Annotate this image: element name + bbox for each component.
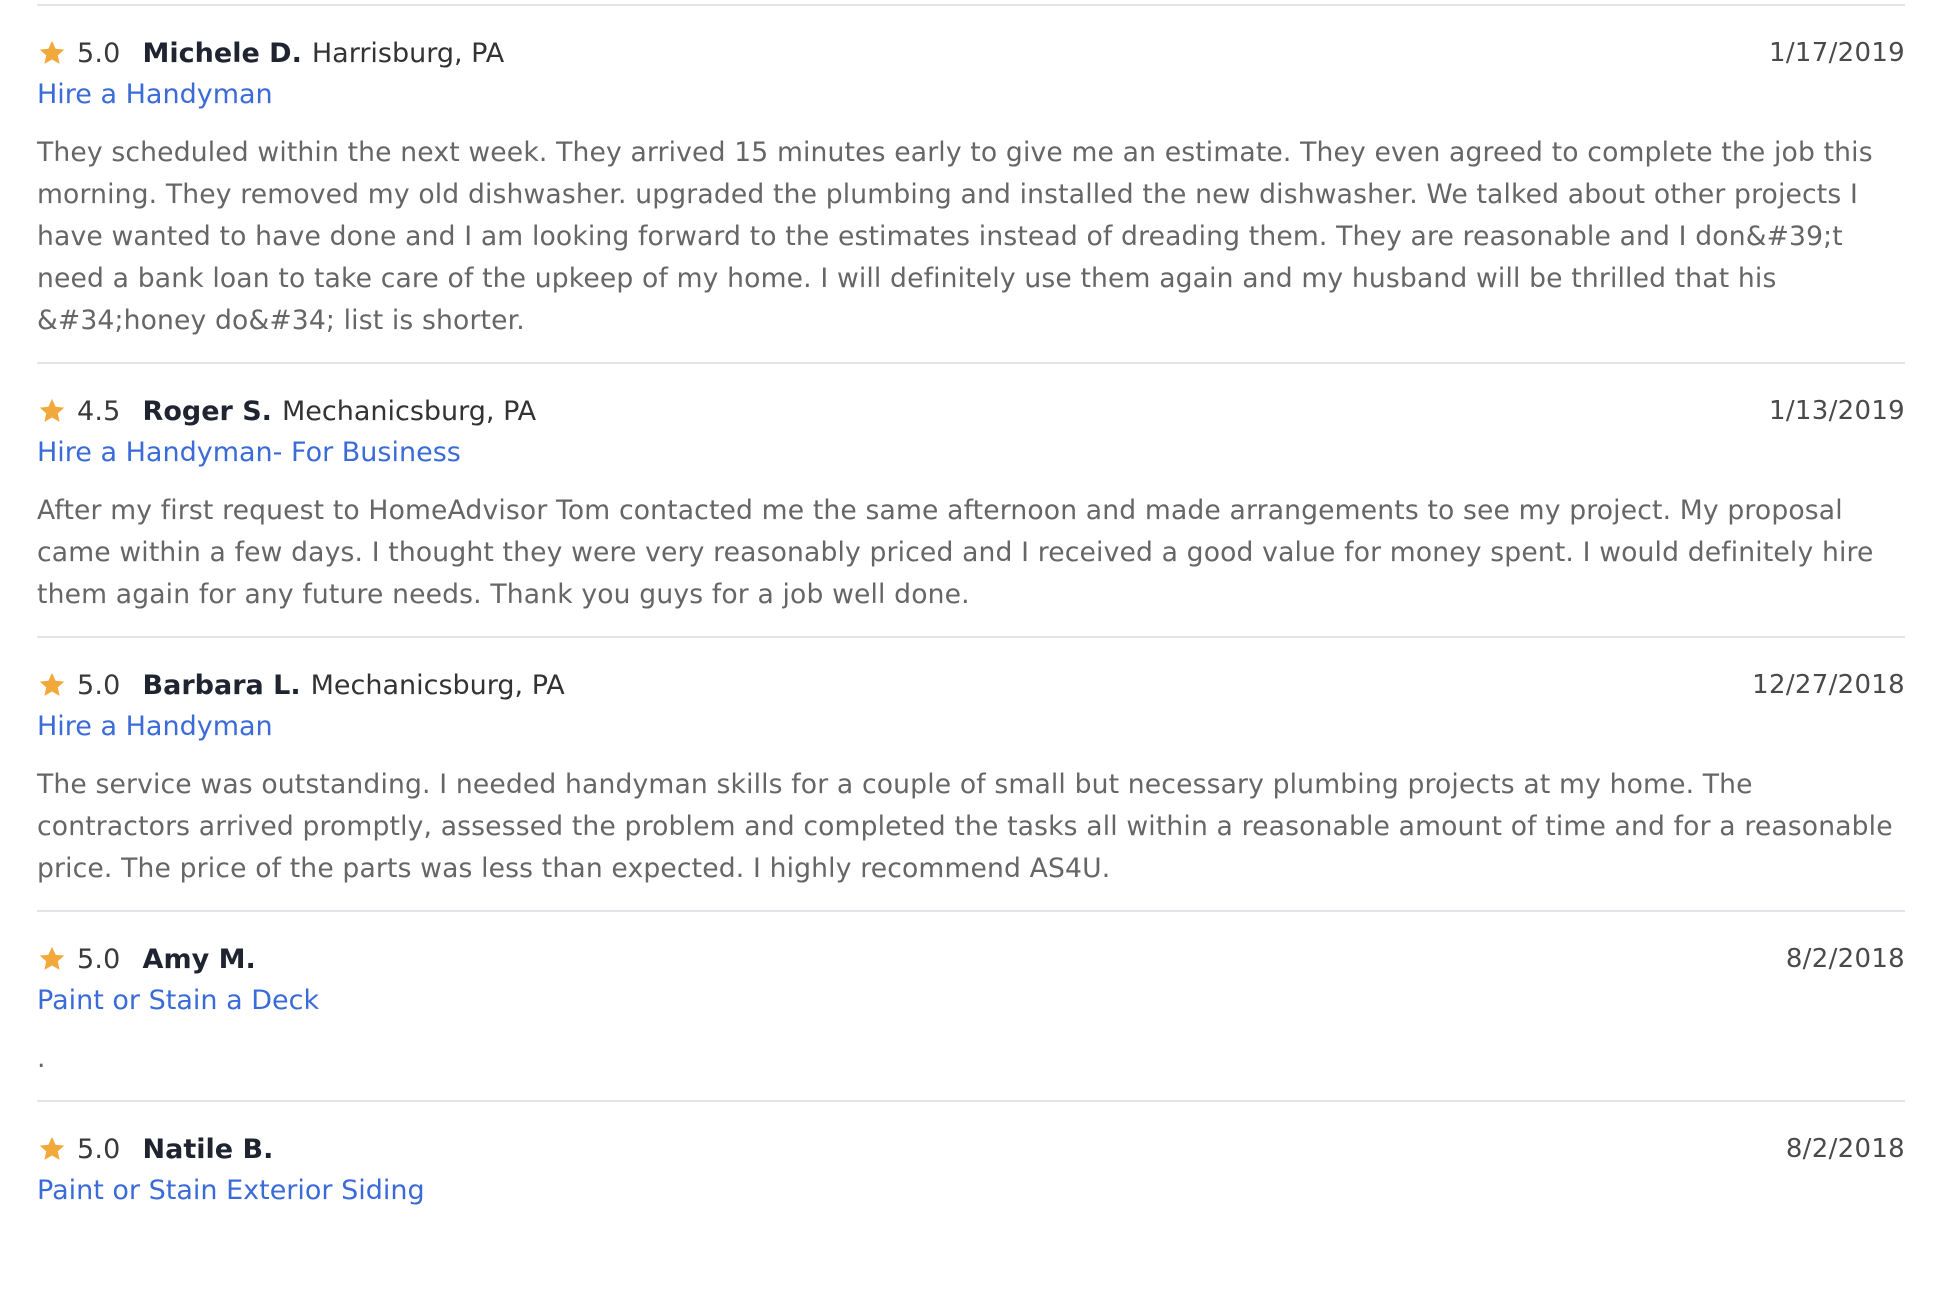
rating-value: 5.0 (77, 1133, 121, 1165)
review-header (37, 664, 1905, 706)
rating-value: 4.5 (77, 395, 121, 427)
review-date: 12/27/2018 (1752, 670, 1905, 700)
review-divider (37, 910, 1905, 912)
reviewer-name: Michele D. (142, 37, 302, 69)
review-header (37, 390, 1905, 432)
review-date: 8/2/2018 (1785, 1134, 1905, 1164)
review-date: 1/17/2019 (1768, 38, 1905, 68)
review-text: They scheduled within the next week. They arrived 15 minutes early to give me an estimate. They even agreed to complete the job this morning. They removed my old dishwasher. upgraded the plumbing and installed the new dishwasher. We talked about other projects I have wanted to have done and I am looking forward to the estimates instead of dreading them. They are reasonable and I don&#39;t need a bank loan to take care of the upkeep of my home. I will definitely use them again and my husband will be thrilled that his &#34;honey do&#34; list is shorter. (37, 137, 1873, 336)
reviewer-name: Roger S. (142, 395, 272, 427)
review-item (37, 1128, 1905, 1212)
service-link[interactable]: Paint or Stain Exterior Siding (37, 1175, 425, 1206)
review-item (37, 390, 1905, 616)
star-icon (37, 396, 67, 426)
rating-value: 5.0 (77, 669, 121, 701)
reviewer-name: Natile B. (142, 1133, 274, 1165)
service-link[interactable]: Paint or Stain a Deck (37, 985, 320, 1016)
review-item (37, 938, 1905, 1080)
star-icon (37, 670, 67, 700)
review-text: After my first request to HomeAdvisor Tom contacted me the same afternoon and made arrangements to see my project. My proposal came within a few days. I thought they were very reasonably priced and I received a good value for money spent. I would definitely hire them again for any future needs. Thank you guys for a job well done. (37, 495, 1874, 610)
service-link[interactable]: Hire a Handyman (37, 79, 273, 110)
review-text: The service was outstanding. I needed handyman skills for a couple of small but necessary plumbing projects at my home. The contractors arrived promptly, assessed the problem and completed the tasks all within a reasonable amount of time and for a reasonable price. The price of the parts was less than expected. I highly recommend AS4U. (37, 769, 1893, 884)
star-icon (37, 1134, 67, 1164)
review-date: 8/2/2018 (1785, 944, 1905, 974)
rating-value: 5.0 (77, 37, 121, 69)
review-divider (37, 1100, 1905, 1102)
star-icon (37, 38, 67, 68)
review-header (37, 1128, 1905, 1170)
review-divider (37, 362, 1905, 364)
rating-value: 5.0 (77, 943, 121, 975)
review-item (37, 664, 1905, 890)
review-text: . (37, 1043, 46, 1074)
reviewer-name: Amy M. (142, 943, 256, 975)
review-divider (37, 636, 1905, 638)
service-link[interactable]: Hire a Handyman (37, 711, 273, 742)
service-link[interactable]: Hire a Handyman- For Business (37, 437, 461, 468)
reviewer-name: Barbara L. (142, 669, 301, 701)
star-icon (37, 944, 67, 974)
reviewer-location: Mechanicsburg, PA (281, 395, 537, 427)
review-divider (37, 4, 1905, 6)
reviewer-location: Mechanicsburg, PA (310, 669, 565, 701)
reviewer-location: Harrisburg, PA (311, 37, 505, 69)
review-list (37, 0, 1905, 1228)
review-header (37, 938, 1905, 980)
review-header (37, 32, 1905, 74)
review-date: 1/13/2019 (1768, 396, 1905, 426)
review-item (37, 32, 1905, 342)
